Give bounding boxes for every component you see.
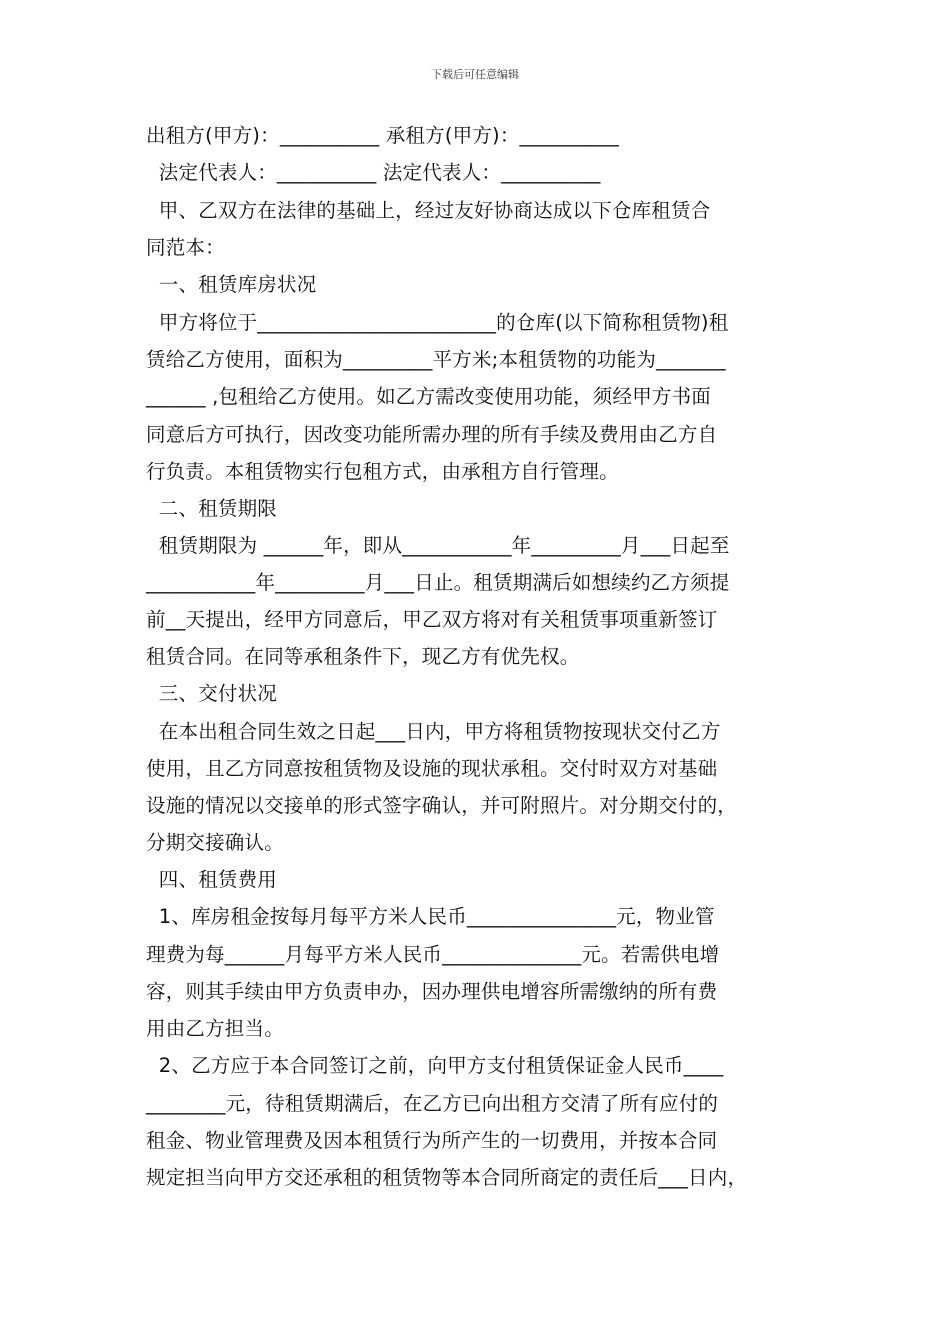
section-heading: 一、租赁库房状况 bbox=[146, 273, 317, 296]
text-line: 法定代表人：__________ 法定代表人：__________ bbox=[146, 161, 601, 184]
text-line: 行负责。本租赁物实行包租方式，由承租方自行管理。 bbox=[146, 460, 619, 483]
text-line: ______ ,包租给乙方使用。如乙方需改变使用功能，须经甲方书面 bbox=[146, 385, 711, 408]
text-line: 在本出租合同生效之日起___日内，甲方将租赁物按现状交付乙方 bbox=[146, 720, 721, 743]
text-line: 用由乙方担当。 bbox=[146, 1017, 284, 1040]
text-line: 同意后方可执行，因改变功能所需办理的所有手续及费用由乙方自 bbox=[146, 423, 718, 446]
text-line: 规定担当向甲方交还承租的租赁物等本合同所商定的责任后___日内， bbox=[146, 1166, 748, 1189]
page-header: 下载后可任意编辑 bbox=[431, 68, 519, 81]
text-line: 分期交接确认。 bbox=[146, 831, 284, 854]
text-line: 同范本： bbox=[146, 236, 225, 259]
text-line: 租赁期限为 ______年，即从___________年_________月___日起至 bbox=[146, 534, 730, 557]
section-heading: 四、租赁费用 bbox=[146, 868, 277, 891]
text-line: 赁给乙方使用，面积为_________平方米;本租赁物的功能为_______ bbox=[146, 348, 726, 371]
section-heading: 二、租赁期限 bbox=[146, 497, 277, 520]
text-line: 租金、物业管理费及因本租赁行为所产生的一切费用，并按本合同 bbox=[146, 1129, 718, 1152]
text-line: 1、库房租金按每月每平方米人民币_______________元，物业管 bbox=[146, 905, 715, 928]
section-heading: 三、交付状况 bbox=[146, 682, 277, 705]
text-line: 2、乙方应于本合同签订之前，向甲方支付租赁保证金人民币____ bbox=[146, 1054, 724, 1077]
text-line: 理费为每______月每平方米人民币______________元。若需供电增 bbox=[146, 943, 720, 966]
text-line: 设施的情况以交接单的形式签字确认，并可附照片。对分期交付的， bbox=[146, 794, 738, 817]
text-line: 出租方(甲方)：__________ 承租方(甲方)：__________ bbox=[146, 124, 620, 147]
text-line: 使用，且乙方同意按租赁物及设施的现状承租。交付时双方对基础 bbox=[146, 757, 718, 780]
text-line: 前__天提出，经甲方同意后，甲乙双方将对有关租赁事项重新签订 bbox=[146, 608, 718, 631]
text-line: 甲、乙双方在法律的基础上，经过友好协商达成以下仓库租赁合 bbox=[146, 199, 711, 222]
text-line: 甲方将位于________________________的仓库(以下简称租赁物)租 bbox=[146, 311, 729, 334]
text-line: 容，则其手续由甲方负责申办，因办理供电增容所需缴纳的所有费 bbox=[146, 980, 718, 1003]
text-line: 租赁合同。在同等承租条件下，现乙方有优先权。 bbox=[146, 645, 580, 668]
text-line: ___________年_________月___日止。租赁期满后如想续约乙方须提 bbox=[146, 571, 730, 594]
text-line: ________元，待租赁期满后，在乙方已向出租方交清了所有应付的 bbox=[146, 1092, 719, 1115]
